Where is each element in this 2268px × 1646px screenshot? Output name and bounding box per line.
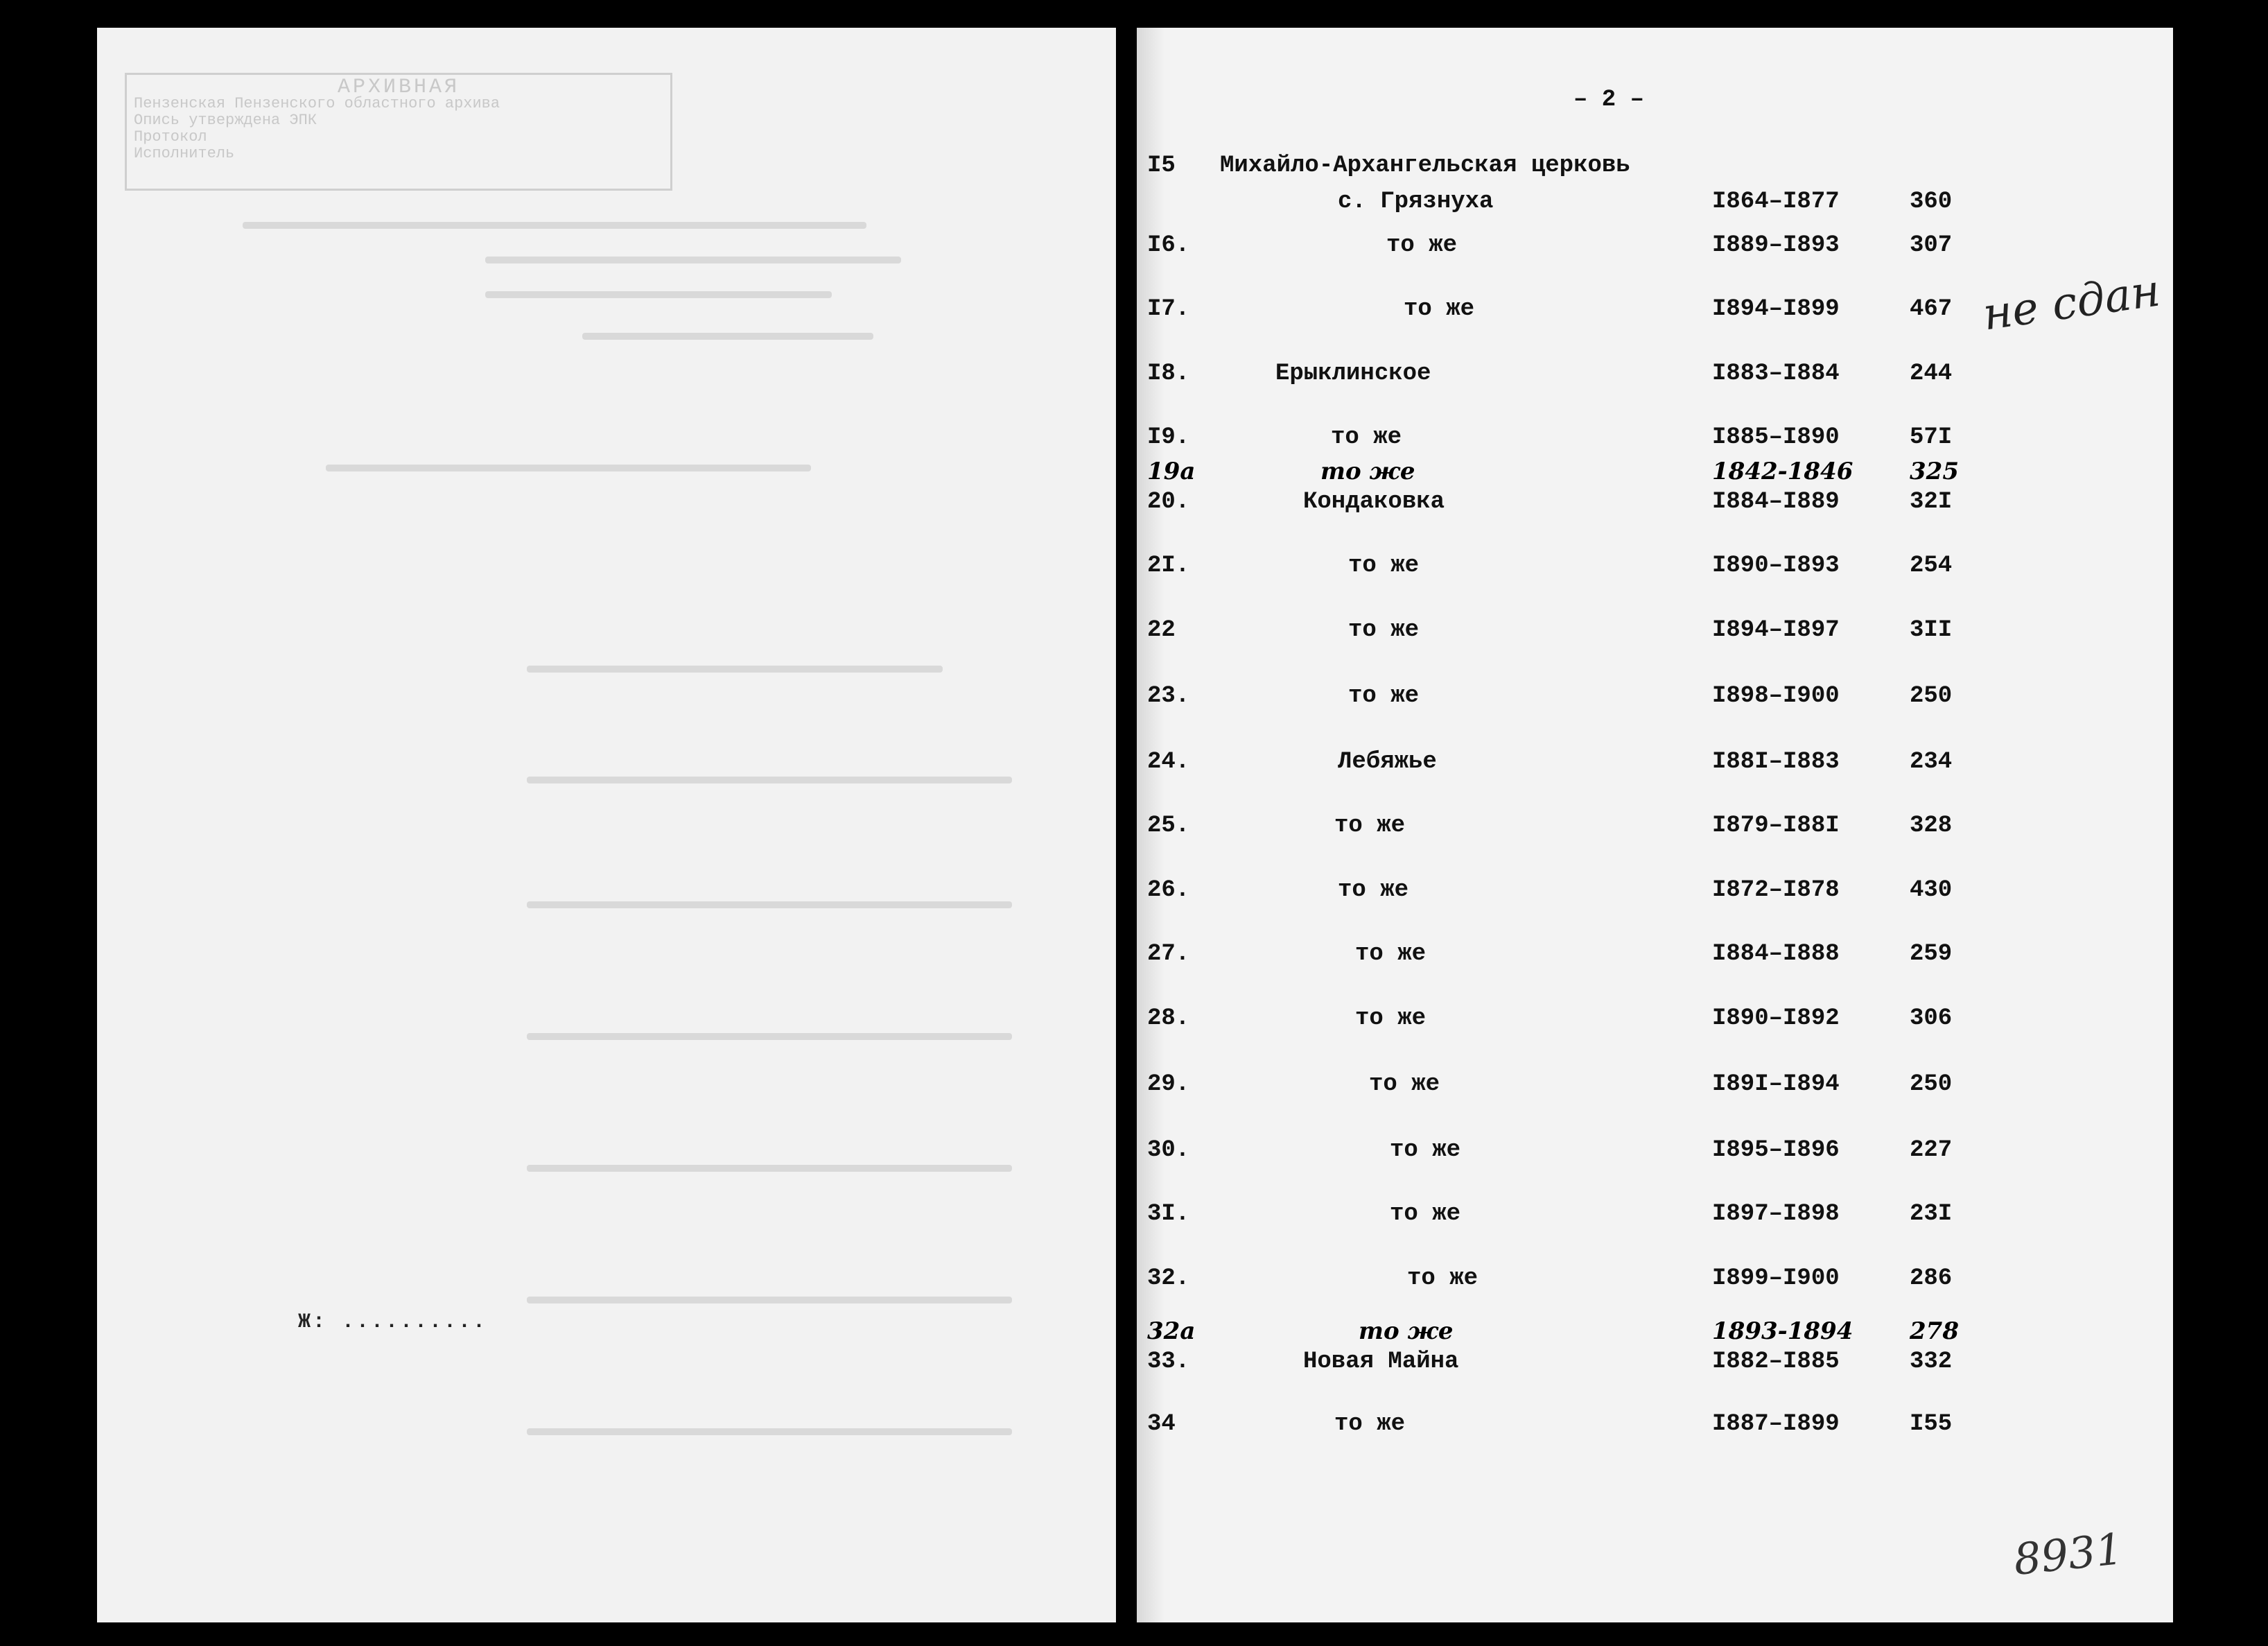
row-years: I895–I896 (1712, 1137, 1840, 1163)
row-years: I897–I898 (1712, 1201, 1840, 1227)
row-count: I55 (1910, 1411, 1953, 1437)
row-years: I890–I893 (1712, 553, 1840, 579)
stamp-line: Исполнитель (134, 146, 235, 162)
row-num: 20. (1147, 489, 1190, 515)
row-name: то же (1386, 232, 1458, 259)
row-years: I879–I88I (1712, 813, 1840, 839)
row-name: то же (1390, 1137, 1461, 1163)
row-years: I884–I888 (1712, 941, 1840, 967)
row-count: 332 (1910, 1349, 1953, 1375)
row-num: 32. (1147, 1265, 1190, 1292)
row-count: 328 (1910, 813, 1953, 839)
row-name: то же (1348, 683, 1420, 709)
row-num: 22 (1147, 617, 1176, 643)
row-years: I887–I899 (1712, 1411, 1840, 1437)
row-name: Кондаковка (1303, 489, 1445, 515)
row-num: I7. (1147, 296, 1190, 322)
row-num: 34 (1147, 1411, 1176, 1437)
row-count: 467 (1910, 296, 1953, 322)
row-name: то же (1334, 813, 1406, 839)
row-name: то же (1348, 553, 1420, 579)
left-page (97, 28, 1116, 1622)
row-years: I889–I893 (1712, 232, 1840, 259)
row-years: I899–I900 (1712, 1265, 1840, 1292)
row-count: 259 (1910, 941, 1953, 967)
row-years: I890–I892 (1712, 1005, 1840, 1032)
row-num: 29. (1147, 1071, 1190, 1098)
row-count: 32I (1910, 489, 1953, 515)
row-num: 30. (1147, 1137, 1190, 1163)
stamp-line: Опись утверждена ЭПК (134, 112, 317, 129)
row-name: Михайло-Архангельская церковь (1220, 153, 1630, 179)
row-name: то же (1369, 1071, 1440, 1098)
row-name: то же (1355, 1005, 1427, 1032)
stamp-title: АРХИВНАЯ (337, 76, 460, 99)
row-num: 27. (1147, 941, 1190, 967)
bleed-through-line (527, 1428, 1012, 1435)
row-num: 33. (1147, 1349, 1190, 1375)
row-count: 234 (1910, 749, 1953, 775)
row-count: 286 (1910, 1265, 1953, 1292)
row-years: I88I–I883 (1712, 749, 1840, 775)
row-num: 24. (1147, 749, 1190, 775)
row-name: то же (1334, 1411, 1406, 1437)
row-count: 325 (1910, 458, 1959, 485)
archive-number: 8931 (2011, 1523, 2126, 1586)
row-count: 23I (1910, 1201, 1953, 1227)
row-count: 254 (1910, 553, 1953, 579)
row-years: 1893-1894 (1712, 1317, 1853, 1345)
row-name: то же (1404, 296, 1475, 322)
row-num: 19а (1147, 458, 1196, 485)
row-num: I9. (1147, 424, 1190, 451)
row-count: 244 (1910, 361, 1953, 387)
row-name: то же (1359, 1317, 1454, 1345)
left-page-marks: Ж: .......... (298, 1310, 488, 1334)
row-num: I6. (1147, 232, 1190, 259)
row-name: то же (1331, 424, 1402, 451)
bleed-through-line (527, 1033, 1012, 1040)
row-years: I894–I899 (1712, 296, 1840, 322)
row-years: I898–I900 (1712, 683, 1840, 709)
row-count: 307 (1910, 232, 1953, 259)
row-count: 57I (1910, 424, 1953, 451)
stamp-line: Протокол (134, 129, 207, 146)
row-years: I882–I885 (1712, 1349, 1840, 1375)
row-name: то же (1320, 458, 1415, 485)
row-years: I884–I889 (1712, 489, 1840, 515)
row-num: I8. (1147, 361, 1190, 387)
row-num: 32а (1147, 1317, 1196, 1345)
bleed-through-line (527, 1297, 1012, 1303)
row-years: I872–I878 (1712, 877, 1840, 903)
row-num: 23. (1147, 683, 1190, 709)
archive-stamp (125, 73, 672, 191)
bleed-through-line (527, 901, 1012, 908)
row-years: I89I–I894 (1712, 1071, 1840, 1098)
row-num: 25. (1147, 813, 1190, 839)
row-num: 3I. (1147, 1201, 1190, 1227)
row-count: 306 (1910, 1005, 1953, 1032)
row-count: 430 (1910, 877, 1953, 903)
row-count: 250 (1910, 1071, 1953, 1098)
row-name: Ерыклинское (1275, 361, 1431, 387)
bleed-through-line (485, 257, 901, 263)
row-num: I5 (1147, 153, 1176, 179)
bleed-through-line (527, 666, 943, 673)
bleed-through-line (527, 1165, 1012, 1172)
row-num: 26. (1147, 877, 1190, 903)
stamp-line: Пензенская Пензенского областного архива (134, 96, 500, 112)
row-years: I883–I884 (1712, 361, 1840, 387)
row-count: 250 (1910, 683, 1953, 709)
row-name: то же (1390, 1201, 1461, 1227)
handwritten-note: не сдан (1980, 265, 2163, 341)
row-years: I864–I877 (1712, 189, 1840, 215)
row-years: I894–I897 (1712, 617, 1840, 643)
row-name: то же (1338, 877, 1409, 903)
row-name: то же (1348, 617, 1420, 643)
right-page (1137, 28, 2173, 1622)
row-count: 3II (1910, 617, 1953, 643)
row-name: с. Грязнуха (1338, 189, 1494, 215)
page-number: – 2 – (1573, 87, 1645, 113)
row-years: I885–I890 (1712, 424, 1840, 451)
bleed-through-line (527, 777, 1012, 783)
row-name: Новая Майна (1303, 1349, 1459, 1375)
row-num: 28. (1147, 1005, 1190, 1032)
bleed-through-line (243, 222, 866, 229)
row-count: 278 (1910, 1317, 1959, 1345)
row-years: 1842-1846 (1712, 458, 1853, 485)
bleed-through-line (582, 333, 873, 340)
row-count: 360 (1910, 189, 1953, 215)
row-num: 2I. (1147, 553, 1190, 579)
row-count: 227 (1910, 1137, 1953, 1163)
row-name: то же (1407, 1265, 1478, 1292)
bleed-through-line (485, 291, 832, 298)
row-name: то же (1355, 941, 1427, 967)
row-name: Лебяжье (1338, 749, 1437, 775)
bleed-through-line (326, 465, 811, 471)
